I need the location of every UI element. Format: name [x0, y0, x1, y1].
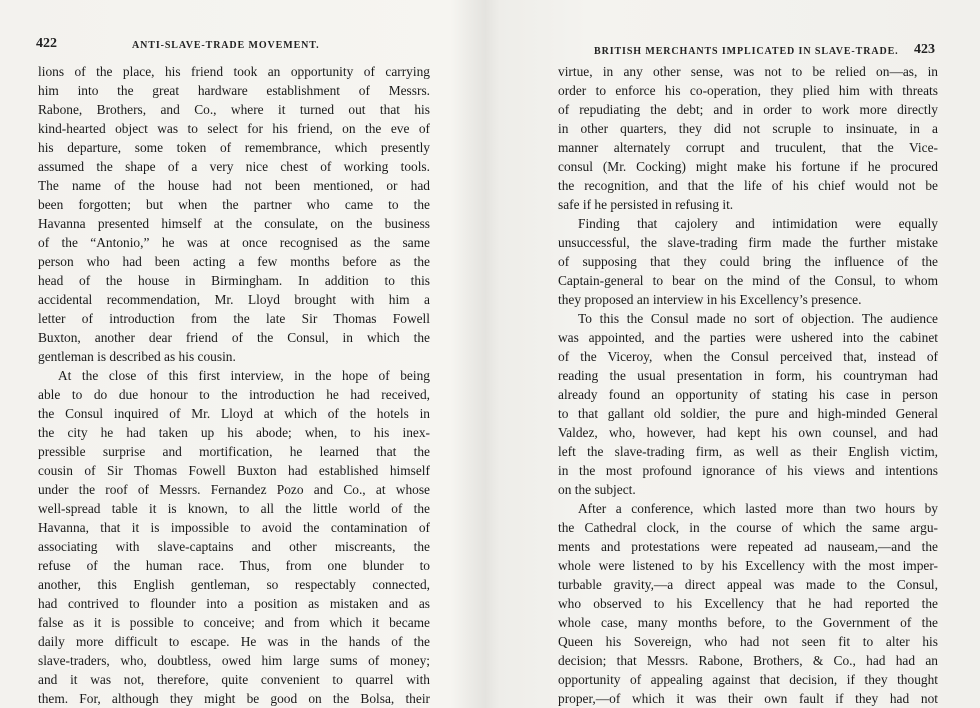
right-page	[490, 0, 980, 708]
text-line: gentleman is described as his cousin.	[38, 349, 236, 364]
text-line: To this the Consul made no sort of objection. The audience	[578, 311, 938, 326]
text-line: of supposing that they could bring the influence of the	[558, 254, 938, 269]
text-line: him into the great hardware establishment of Messrs.	[38, 83, 430, 98]
text-line: manner alternately corrupt and truculent, that the Vice-	[558, 140, 938, 155]
text-line: of the “Antonio,” he was at once recognised as the same	[38, 235, 430, 250]
page-body-text	[558, 62, 938, 708]
text-line: associating with slave-captains and other miscreants, the	[38, 539, 430, 554]
text-line: another, this English gentleman, so respectably connected,	[38, 577, 430, 592]
text-line: refuse of the human race. Thus, from one blunder to	[38, 558, 430, 573]
text-line: unsuccessful, the slave-trading firm made the further mistake	[558, 235, 938, 250]
text-line: Valdez, who, however, had kept his own counsel, and had	[558, 425, 938, 440]
text-line: consul (Mr. Cocking) might make his fortune if he procured	[558, 159, 938, 174]
text-line: whole case, many months before, to the Government of the	[558, 615, 938, 630]
text-line: At the close of this first interview, in the hope of being	[58, 368, 430, 383]
text-line: whole were listened to by his Excellency with the most imper-	[558, 558, 938, 573]
text-line: in other quarters, they did not scruple to insinuate, in a	[558, 121, 938, 136]
text-line: false as it is possible to conceive; and from which it became	[38, 615, 430, 630]
text-line: Captain-general to bear on the mind of the Consul, to whom	[558, 273, 938, 288]
text-line: under the roof of Messrs. Fernandez Pozo and Co., at whose	[38, 482, 430, 497]
page-body-text	[38, 62, 430, 708]
text-line: already found an opportunity of stating his case in person	[558, 387, 938, 402]
running-head: BRITISH MERCHANTS IMPLICATED IN SLAVE-TRADE.	[594, 46, 899, 57]
text-line: of the Viceroy, when the Consul perceived that, instead of	[558, 349, 938, 364]
text-line: the city he had taken up his abode; when, to his inex-	[38, 425, 430, 440]
text-line: ments and protestations were repeated ad nauseam,—and the	[558, 539, 938, 554]
text-line: Rabone, Brothers, and Co., where it turned out that his	[38, 102, 430, 117]
text-line: to that gallant old soldier, the pure and high-minded General	[558, 406, 938, 421]
text-line: on the subject.	[558, 482, 636, 497]
text-line: slave-traders, who, doubtless, owed him large sums of money;	[38, 653, 430, 668]
text-line: Havanna, that it is impossible to avoid the contamination of	[38, 520, 430, 535]
text-line: order to enforce his co-operation, they plied him with threats	[558, 83, 938, 98]
text-line: letter of introduction from the late Sir Thomas Fowell	[38, 311, 430, 326]
text-line: daily more difficult to escape. He was in the hands of the	[38, 634, 430, 649]
text-line: opportunity of appealing against that decision, if they thought	[558, 672, 938, 687]
text-line: After a conference, which lasted more than two hours by	[578, 501, 938, 516]
text-line: the Consul inquired of Mr. Lloyd at which of the hotels in	[38, 406, 430, 421]
text-line: they proposed an interview in his Excellency’s presence.	[558, 292, 862, 307]
running-head: ANTI-SLAVE-TRADE MOVEMENT.	[132, 40, 320, 51]
text-line: in the most profound ignorance of his views and intentions	[558, 463, 938, 478]
text-line: the Cathedral clock, in the course of which the same argu-	[558, 520, 938, 535]
text-line: turbable gravity,—a direct appeal was made to the Consul,	[558, 577, 938, 592]
text-line: head of the house in Birmingham. In addition to this	[38, 273, 430, 288]
text-line: proper,—of which it was their own fault if they had not	[558, 691, 938, 706]
text-line: Buxton, another dear friend of the Consul, in which the	[38, 330, 430, 345]
page-number: 422	[36, 36, 57, 51]
text-line: the recognition, and that the life of his chief would not be	[558, 178, 938, 193]
text-line: pressible surprise and mortification, he learned that the	[38, 444, 430, 459]
text-line: who observed to his Excellency that he had reported the	[558, 596, 938, 611]
text-line: cousin of Sir Thomas Fowell Buxton had established himself	[38, 463, 430, 478]
text-line: assumed the shape of a very nice chest of working tools.	[38, 159, 430, 174]
text-line: and it was not, therefore, quite convenient to quarrel with	[38, 672, 430, 687]
text-line: reading the usual presentation in form, his countryman had	[558, 368, 938, 383]
text-line: well-spread table it is known, to all the little world of the	[38, 501, 430, 516]
text-line: was appointed, and the parties were ushered into the cabinet	[558, 330, 938, 345]
text-line: been forgotten; but when the partner who came to the	[38, 197, 430, 212]
text-line: left the slave-trading firm, as well as their English victim,	[558, 444, 938, 459]
text-line: of repudiating the debt; and in order to work more directly	[558, 102, 938, 117]
text-line: person who had been acting a few months before as the	[38, 254, 430, 269]
text-line: his departure, some token of remembrance, which presently	[38, 140, 430, 155]
text-line: able to do due honour to the introduction he had received,	[38, 387, 430, 402]
text-line: Queen his Sovereign, who had not seen fit to alter his	[558, 634, 938, 649]
text-line: safe if he persisted in refusing it.	[558, 197, 734, 212]
text-line: them. For, although they might be good on the Bolsa, their	[38, 691, 430, 706]
text-line: The name of the house had not been mentioned, or had	[38, 178, 430, 193]
text-line: decision; that Messrs. Rabone, Brothers, & Co., had had an	[558, 653, 938, 668]
text-line: Finding that cajolery and intimidation were equally	[578, 216, 938, 231]
text-line: virtue, in any other sense, was not to be relied on—as, in	[558, 64, 938, 79]
text-line: kind-hearted object was to select for his friend, on the eve of	[38, 121, 430, 136]
text-line: had contrived to flounder into a position as mistaken and as	[38, 596, 430, 611]
text-line: accidental recommendation, Mr. Lloyd brought with him a	[38, 292, 430, 307]
text-line: Havanna presented himself at the consulate, on the business	[38, 216, 430, 231]
text-line: lions of the place, his friend took an opportunity of carrying	[38, 64, 430, 79]
page-number: 423	[914, 42, 935, 57]
